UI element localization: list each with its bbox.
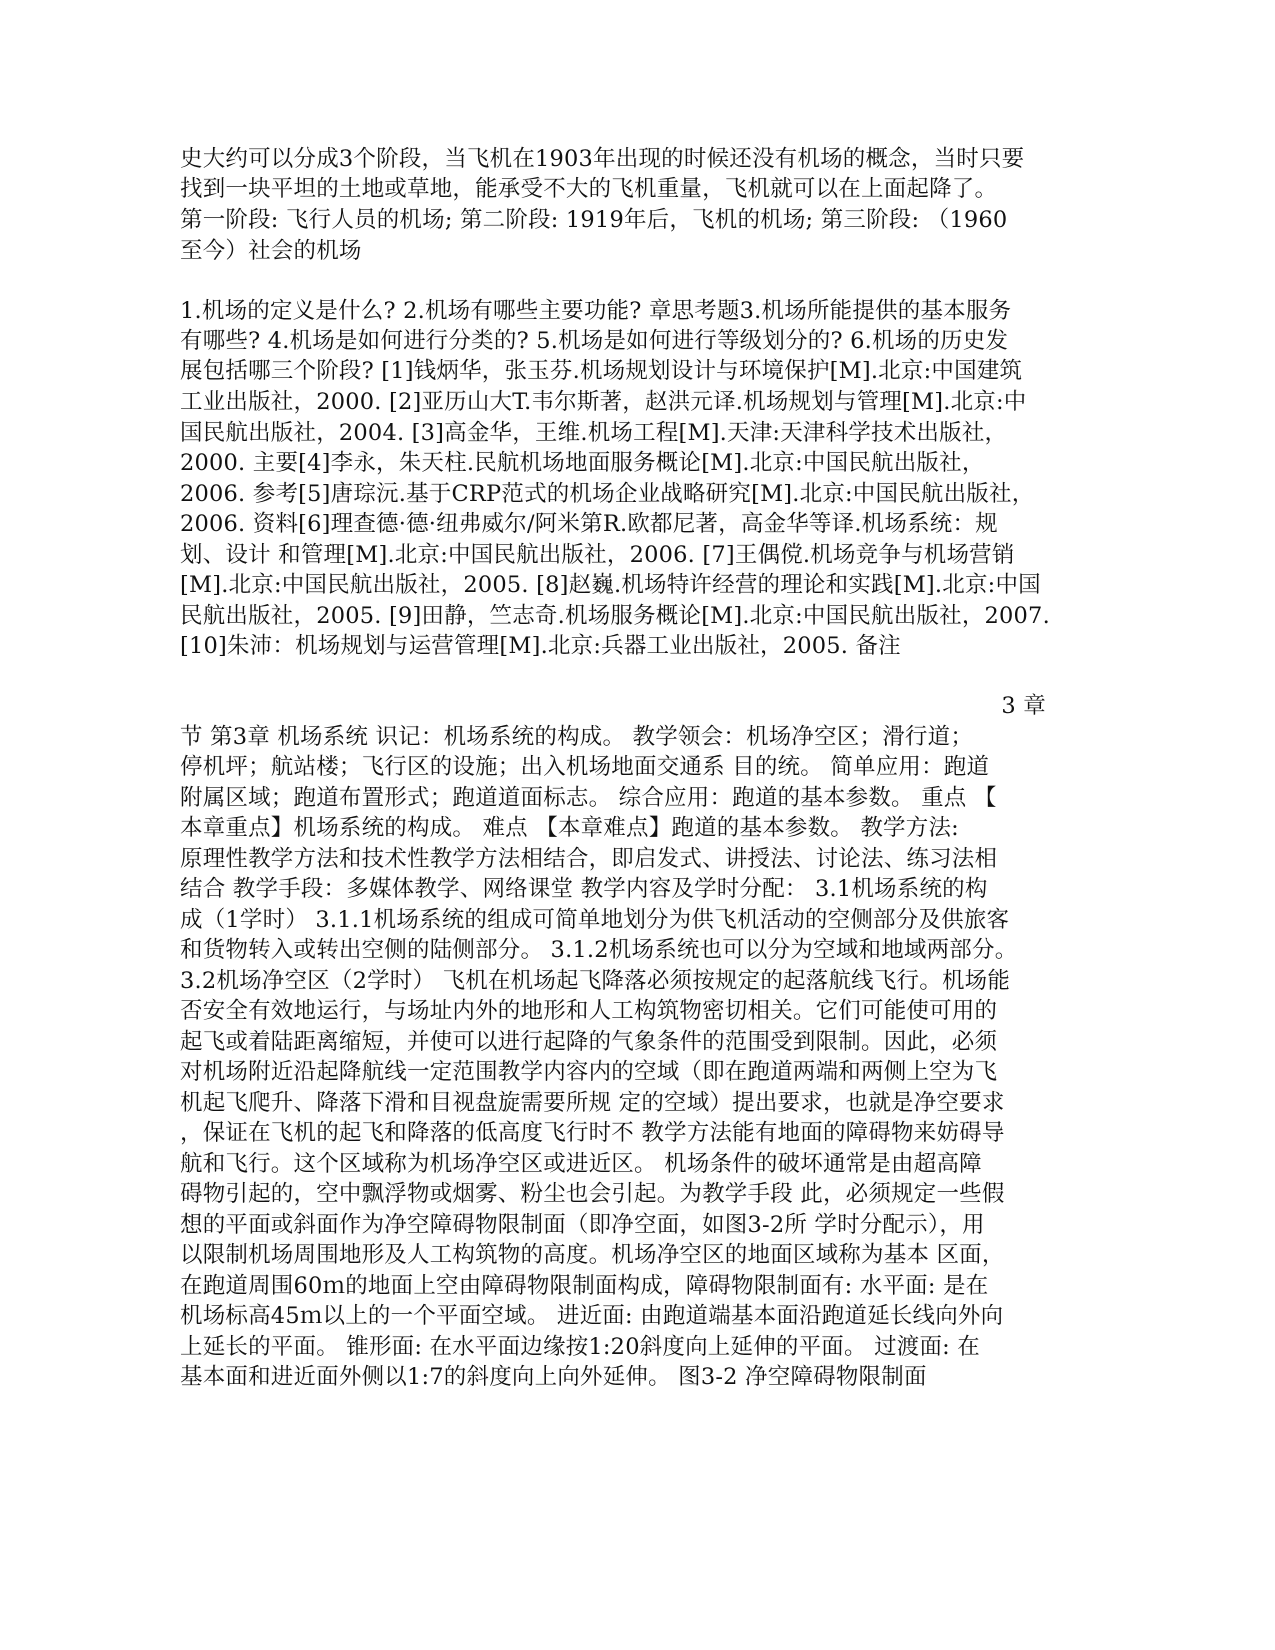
text-line: 民航出版社，2005. [9]田静，竺志奇.机场服务概论[M].北京:中国民航出版社，2007. xyxy=(180,603,1050,629)
text-line: 想的平面或斜面作为净空障碍物限制面（即净空面，如图3-2所 学时分配示），用 xyxy=(180,1212,985,1238)
text-line: 史大约可以分成3个阶段，当飞机在1903年出现的时候还没有机场的概念，当时只要 xyxy=(180,146,1025,172)
text-line: 2006. 资料[6]理查德·德·纽弗威尔/阿米第R.欧都尼著，高金华等译.机场系统：规 xyxy=(180,511,998,537)
text-line: 机场标高45ｍ以上的一个平面空域。 进近面: 由跑道端基本面沿跑道延长线向外向 xyxy=(180,1303,1004,1329)
text-line: 碍物引起的，空中飘浮物或烟雾、粉尘也会引起。为教学手段 此，必须规定一些假 xyxy=(180,1181,1005,1207)
text-line: [M].北京:中国民航出版社，2005. [8]赵巍.机场特许经营的理论和实践[M].北京:中国 xyxy=(180,572,1041,598)
text-line: 本章重点】机场系统的构成。 难点 【本章难点】跑道的基本参数。 教学方法: xyxy=(180,815,959,841)
text-line: 成（1学时） 3.1.1机场系统的组成可简单地划分为供飞机活动的空侧部分及供旅客 xyxy=(180,907,1010,933)
text-line: 附属区域；跑道布置形式；跑道道面标志。 综合应用：跑道的基本参数。 重点 【 xyxy=(180,785,997,811)
text-line: 航和飞行。这个区域称为机场净空区或进近区。 机场条件的破坏通常是由超高障 xyxy=(180,1151,982,1177)
text-line: 结合 教学手段：多媒体教学、网络课堂 教学内容及学时分配： 3.1机场系统的构 xyxy=(180,876,988,902)
text-line: 对机场附近沿起降航线一定范围教学内容内的空域（即在跑道两端和两侧上空为飞 xyxy=(180,1059,998,1085)
chapter-marker: 3 章 xyxy=(1001,693,1046,719)
text-line: 3.2机场净空区（2学时） 飞机在机场起飞降落必须按规定的起落航线飞行。机场能 xyxy=(180,968,1011,994)
text-line: 至今）社会的机场 xyxy=(180,238,362,264)
text-line: 和货物转入或转出空侧的陆侧部分。 3.1.2机场系统也可以分为空域和地域两部分。 xyxy=(180,937,1018,963)
text-line: 上延长的平面。 锥形面: 在水平面边缘按1:20斜度向上延伸的平面。 过渡面: 在 xyxy=(180,1334,980,1360)
text-line: 否安全有效地运行，与场址内外的地形和人工构筑物密切相关。它们可能使可用的 xyxy=(180,998,998,1024)
text-line: 以限制机场周围地形及人工构筑物的高度。机场净空区的地面区域称为基本 区面， xyxy=(180,1242,1005,1268)
text-line: 节 第3章 机场系统 识记：机场系统的构成。 教学领会：机场净空区；滑行道； xyxy=(180,724,974,750)
text-line: 找到一块平坦的土地或草地，能承受不大的飞机重量，飞机就可以在上面起降了。 xyxy=(180,176,998,202)
text-line: 机起飞爬升、降落下滑和目视盘旋需要所规 定的空域）提出要求，也就是净空要求 xyxy=(180,1090,1005,1116)
text-line: 基本面和进近面外侧以1:7的斜度向上向外延伸。 图3-2 净空障碍物限制面 xyxy=(180,1364,927,1390)
text-line: 2006. 参考[5]唐琮沅.基于CRP范式的机场企业战略研究[M].北京:中国民航出版社， xyxy=(180,481,1035,507)
text-line: 1.机场的定义是什么? 2.机场有哪些主要功能? 章思考题3.机场所能提供的基本服务 xyxy=(180,298,1012,324)
text-line: 停机坪；航站楼；飞行区的设施；出入机场地面交通系 目的统。 简单应用：跑道 xyxy=(180,754,990,780)
text-line: 在跑道周围60ｍ的地面上空由障碍物限制面构成，障碍物限制面有: 水平面: 是在 xyxy=(180,1273,989,1299)
text-line: 原理性教学方法和技术性教学方法相结合，即启发式、讲授法、讨论法、练习法相 xyxy=(180,846,998,872)
text-line: 起飞或着陆距离缩短，并使可以进行起降的气象条件的范围受到限制。因此，必须 xyxy=(180,1029,998,1055)
text-line: 展包括哪三个阶段? [1]钱炳华，张玉芬.机场规划设计与环境保护[M].北京:中国建筑 xyxy=(180,358,1023,384)
text-line: 第一阶段: 飞行人员的机场; 第二阶段: 1919年后，飞机的机场; 第三阶段: （1960 xyxy=(180,207,1008,233)
text-line: 有哪些? 4.机场是如何进行分类的? 5.机场是如何进行等级划分的? 6.机场的历史发 xyxy=(180,328,1009,354)
text-line: [10]朱沛：机场规划与运营管理[M].北京:兵器工业出版社，2005. 备注 xyxy=(180,633,901,659)
text-line: 划、设计 和管理[M].北京:中国民航出版社，2006. [7]王偶傥.机场竞争与机场营销 xyxy=(180,542,1015,568)
text-line: 国民航出版社，2004. [3]高金华，王维.机场工程[M].天津:天津科学技术出版社， xyxy=(180,420,1008,446)
text-line: ，保证在飞机的起飞和降落的低高度飞行时不 教学方法能有地面的障碍物来妨碍导 xyxy=(180,1120,1005,1146)
text-line: 工业出版社，2000. [2]亚历山大T.韦尔斯著，赵洪元译.机场规划与管理[M].北京:中 xyxy=(180,389,1027,415)
text-line: 2000. 主要[4]李永，朱天柱.民航机场地面服务概论[M].北京:中国民航出版社， xyxy=(180,450,985,476)
